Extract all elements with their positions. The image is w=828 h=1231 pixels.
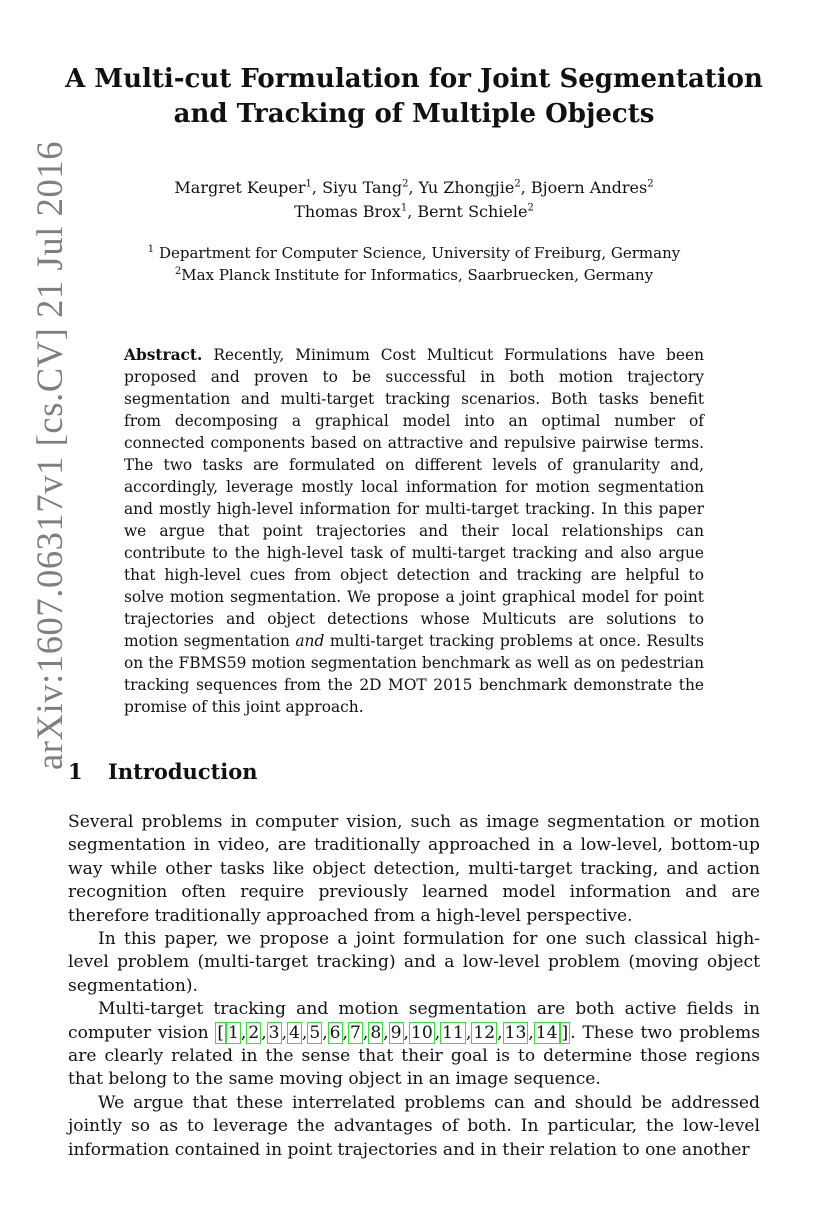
paragraph-text: . These two problems are clearly related in the sense that their goal is to determine those regions that belong to the same moving object in an image sequence. <box>68 1022 760 1090</box>
abstract-label: Abstract. <box>124 346 203 364</box>
citation-link[interactable]: 7 <box>349 1022 361 1043</box>
author-affil-mark: 2 <box>527 202 534 214</box>
author-affil-mark: 2 <box>647 178 654 190</box>
author-name: Bernt Schiele <box>417 202 528 221</box>
affil-text: Max Planck Institute for Informatics, Saarbruecken, Germany <box>181 266 654 284</box>
affil-mark: 2 <box>174 266 182 277</box>
author-affil-mark: 2 <box>402 178 409 190</box>
abstract-text-1: Recently, Minimum Cost Multicut Formulations have been proposed and proven to be successful in both motion trajectory segmentation and multi-target tracking scenarios. Both tasks benefit from decomposing a graphical model into an optimal number of connected components based on attractive and repulsive pairwise terms. The two tasks are formulated on different levels of granularity and, accordingly, leverage mostly local information for motion segmentation and mostly high-level information for multi-target tracking. In this paper we argue that point trajectories and their local relationships can contribute to the high-level task of multi-target tracking and also argue that high-level cues from object detection and tracking are helpful to solve motion segmentation. We propose a joint graphical model for point trajectories and object detections whose Multicuts are solutions to motion segmentation <box>124 346 704 650</box>
abstract-text-2: multi-target tracking problems at once. Results on the FBMS59 motion segmentation benchmark as well as on pedestrian tracking sequences from the 2D MOT 2015 benchmark demonstrate the promise of this joint approach. <box>124 632 705 716</box>
section-title: Introduction <box>108 759 258 784</box>
citation-link[interactable]: 1 <box>228 1022 239 1043</box>
affil-text: Department for Computer Science, University of Freiburg, Germany <box>158 244 681 262</box>
author-name: Yu Zhongjie <box>418 178 515 197</box>
title-line-1: A Multi-cut Formulation for Joint Segmentation <box>65 64 763 94</box>
author-name: Thomas Brox <box>294 202 401 221</box>
paragraph: In this paper, we propose a joint formulation for one such classical high-level problem (multi-target tracking) and a low-level problem (moving object segmentation). <box>68 929 760 996</box>
title-line-2: and Tracking of Multiple Objects <box>173 99 655 129</box>
author-list: Margret Keuper$^1$, Siyu Tang$^2$, Yu Zhongjie$^2$, Bjoern Andres$^2$ Thomas Brox$^1$, Bernt Schiele$^2$ <box>174 178 654 221</box>
affiliation-2 <box>60 264 768 286</box>
author-affil-mark: 2 <box>514 178 521 190</box>
author-name: Bjoern Andres <box>530 178 648 197</box>
author-name: Siyu Tang <box>322 178 403 197</box>
citation-link[interactable]: 8 <box>370 1022 382 1043</box>
paragraph-text: Multi-target tracking and motion segmentation are both active fields in computer vision <box>68 999 760 1043</box>
abstract <box>124 344 704 718</box>
citation-link[interactable]: 9 <box>390 1022 402 1043</box>
abstract-emphasis: and <box>295 632 325 650</box>
section-number: 1 <box>68 759 83 784</box>
paragraph: Several problems in computer vision, such as image segmentation or motion segmentation in video, are traditionally approached in a low-level, bottom-up way while other tasks like object detection, multi-target tracking, and action recognition often require previously learned model information and are therefore traditionally approached from a high-level perspective. <box>68 812 760 926</box>
section-heading <box>68 759 258 784</box>
citation-link[interactable]: 14 <box>535 1022 558 1043</box>
citation-bracket-open: [ <box>217 1022 225 1043</box>
paper-title <box>60 62 768 132</box>
author-affil-mark: 1 <box>305 178 312 190</box>
citation-bracket-close: ] <box>561 1022 569 1043</box>
citation-link[interactable]: 3 <box>268 1022 280 1043</box>
citation-link[interactable]: 6 <box>329 1022 341 1043</box>
citation-link[interactable]: 5 <box>309 1022 321 1043</box>
citation-link[interactable]: 10 <box>410 1022 433 1043</box>
body-text <box>68 811 760 1162</box>
arxiv-sidebar-stamp: arXiv:1607.06317v1 [cs.CV] 21 Jul 2016 <box>29 140 70 770</box>
citation-link[interactable]: 13 <box>504 1022 527 1043</box>
citation-link[interactable]: 12 <box>473 1022 496 1043</box>
author-name: Margret Keuper <box>174 178 306 197</box>
affil-mark: 1 <box>147 244 155 255</box>
author-affil-mark: 1 <box>400 202 408 214</box>
citation-link[interactable]: 2 <box>248 1022 260 1043</box>
affiliations <box>60 242 768 286</box>
citation-link[interactable]: 4 <box>289 1022 300 1043</box>
paragraph <box>68 998 760 1092</box>
affiliation-1 <box>60 242 768 264</box>
paragraph: We argue that these interrelated problems can and should be addressed jointly so as to leverage the advantages of both. In particular, the low-level information contained in point trajectories and in their relation to one another <box>68 1092 760 1160</box>
citation-link[interactable]: 11 <box>442 1022 464 1043</box>
citation-list: 1 , 2 , 3 , 4 , 5 , 6 , 7 , 8 , 9 , 10 , 11 , 12 , 13 , 14 <box>228 1022 558 1043</box>
